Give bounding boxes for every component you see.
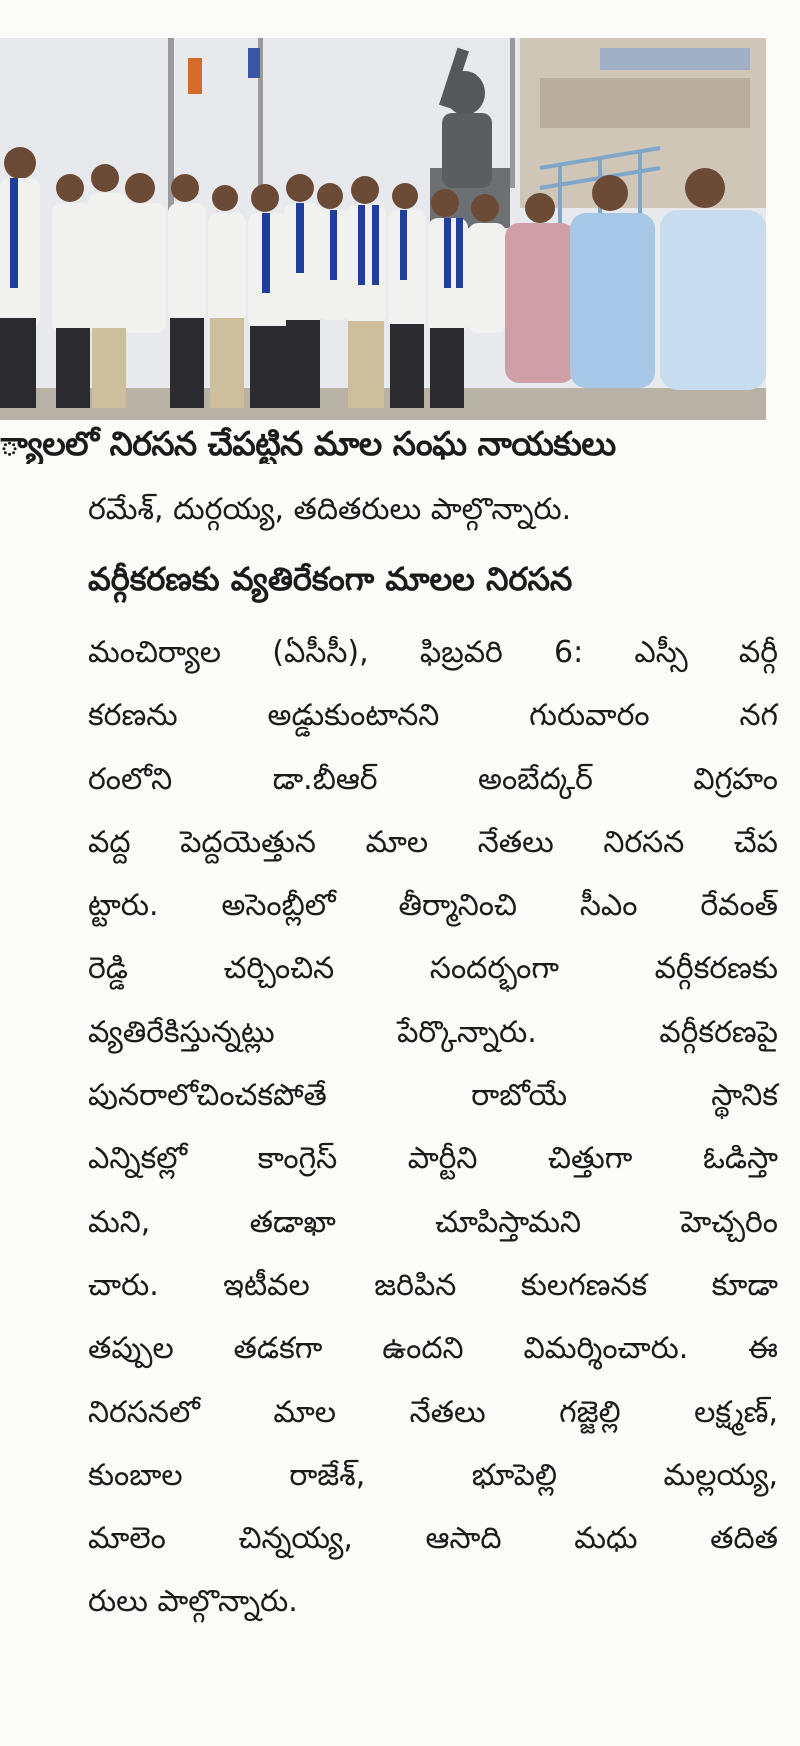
article-line: కరణను అడ్డుకుంటానని గురువారం నగ bbox=[88, 698, 778, 734]
article-line: నిరసనలో మాల నేతలు గజ్జెల్లి లక్ష్మణ్, bbox=[88, 1394, 778, 1430]
article-line: రంలోని డా.బీఆర్ అంబేద్కర్ విగ్రహం bbox=[88, 761, 778, 797]
article-line: మంచిర్యాల (ఏసీసీ), ఫిబ్రవరి 6: ఎస్సీ వర్గీ bbox=[88, 635, 778, 670]
article-line: మాలెం చిన్నయ్య, ఆసాది మధు తదిత bbox=[88, 1521, 778, 1557]
article-line: రెడ్డి చర్చించిన సందర్భంగా వర్గీకరణకు bbox=[88, 951, 778, 987]
protest-group-photo bbox=[0, 38, 766, 420]
pink-shirt-man bbox=[505, 223, 575, 383]
article-line: రులు పాల్గొన్నారు. bbox=[88, 1584, 298, 1620]
news-photo bbox=[0, 38, 766, 420]
photo-caption: ్యాలలో నిరసన చేపట్టిన మాల సంఘ నాయకులు bbox=[0, 424, 616, 463]
article-line: చారు. ఇటీవల జరిపిన కులగణనక కూడా bbox=[88, 1267, 778, 1303]
article-body bbox=[88, 621, 778, 1634]
flag bbox=[188, 58, 202, 94]
article-line: వద్ద పెద్దయెత్తున మాల నేతలు నిరసన చేప bbox=[88, 824, 778, 860]
article-line: పునరాలోచించకపోతే రాబోయే స్థానిక bbox=[88, 1078, 778, 1114]
previous-article-tail: రమేశ్, దుర్గయ్య, తదితరులు పాల్గొన్నారు. bbox=[88, 492, 572, 527]
light-blue-shirt-man bbox=[570, 213, 655, 388]
article-headline: వర్గీకరణకు వ్యతిరేకంగా మాలల నిరసన bbox=[88, 560, 573, 598]
article-line: కుంబాల రాజేశ్, భూపెల్లి మల్లయ్య, bbox=[88, 1457, 778, 1493]
article-line: తప్పుల తడకగా ఉందని విమర్శించారు. ఈ bbox=[88, 1331, 778, 1367]
article-line: మని, తడాఖా చూపిస్తామని హెచ్చరిం bbox=[88, 1204, 778, 1240]
article-line: ట్టారు. అసెంబ్లీలో తీర్మానించి సీఎం రేవంత్ bbox=[88, 888, 778, 924]
article-line: ఎన్నికల్లో కాంగ్రెస్ పార్టీని చిత్తుగా ఓడిస్తా bbox=[88, 1141, 778, 1177]
article-line: వ్యతిరేకిస్తున్నట్లు పేర్కొన్నారు. వర్గీకరణపై bbox=[88, 1014, 778, 1050]
